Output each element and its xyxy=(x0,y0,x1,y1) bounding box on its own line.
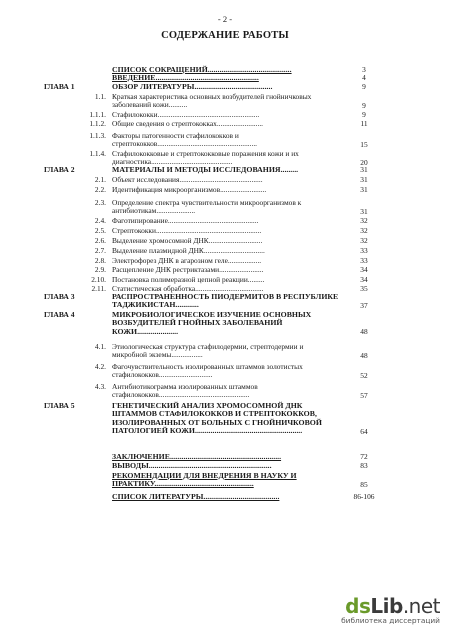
toc-entry-text: Выделение хромосомной ДНК............................. xyxy=(112,236,263,245)
toc-section-number: 2.2. xyxy=(94,185,106,194)
toc-section-number: 2.5. xyxy=(94,226,106,235)
toc-page-number: 32 xyxy=(360,236,368,245)
toc-section-number: 1.1.1. xyxy=(89,110,106,119)
toc-page-number: 20 xyxy=(360,157,368,167)
toc-entry-text: ВВЕДЕНИЕ..................................................... xyxy=(112,73,259,82)
toc-entry-text: Стрептококки......................................................... xyxy=(112,226,262,235)
toc-page-number: 31 xyxy=(360,175,368,184)
toc-page-number: 33 xyxy=(360,256,368,265)
toc-section-number: 1.1. xyxy=(94,92,106,101)
toc-chapter-label: ГЛАВА 3 xyxy=(44,292,75,301)
toc-entry-text: Стафилококки....................................................... xyxy=(112,110,260,119)
toc-page-number: 34 xyxy=(360,275,368,284)
toc-section-number: 1.1.2. xyxy=(89,119,106,128)
toc-entry-text: МАТЕРИАЛЫ И МЕТОДЫ ИССЛЕДОВАНИЯ......... xyxy=(112,165,299,174)
toc-entry-text: МИКРОБИОЛОГИЧЕСКОЕ ИЗУЧЕНИЕ ОСНОВНЫХ ВОЗБУДИТЕЛЕЙ ГНОЙНЫХ ЗАБОЛЕВАНИЙ КОЖИ..................... xyxy=(112,310,312,336)
toc-page-number: 34 xyxy=(360,265,368,274)
toc-page-number: 31 xyxy=(360,206,368,216)
toc-section-number: 4.2. xyxy=(94,362,106,371)
toc-section-number: 2.6. xyxy=(94,236,106,245)
toc-page-number: 32 xyxy=(360,216,368,225)
toc-section-number: 2.10. xyxy=(91,275,106,284)
toc-page-number: 64 xyxy=(360,426,368,436)
toc-entry-text: ЗАКЛЮЧЕНИЕ......................................................... xyxy=(112,452,282,461)
toc-entry-text: СПИСОК ЛИТЕРАТУРЫ....................................... xyxy=(112,492,280,501)
toc-entry-text: ВЫВОДЫ............................................................... xyxy=(112,461,272,470)
toc-chapter-label: ГЛАВА 1 xyxy=(44,82,75,91)
toc-chapter-label: ГЛАВА 4 xyxy=(44,310,75,319)
toc-entry-text: Расщепление ДНК рестриктазами........................ xyxy=(112,265,264,274)
toc-page-number: 35 xyxy=(360,284,368,293)
toc-section-number: 2.7. xyxy=(94,246,106,255)
toc-entry-text: Выделение плазмидной ДНК................................. xyxy=(112,246,265,255)
toc-page-number: 31 xyxy=(360,165,368,174)
toc-entry-text: Объект исследования............................................. xyxy=(112,175,263,184)
toc-entry-text: РАСПРОСТРАНЕННОСТЬ ПИОДЕРМИТОВ В РЕСПУБЛИКЕ ТАДЖИКИСТАН............ xyxy=(112,292,339,310)
toc-page-number: 31 xyxy=(360,185,368,194)
toc-page-number: 52 xyxy=(360,370,368,380)
toc-page-number: 9 xyxy=(362,82,366,91)
toc-page-number: 37 xyxy=(360,300,368,310)
toc-page-number: 86-106 xyxy=(353,492,375,501)
toc-page-number: 11 xyxy=(360,119,368,128)
toc-section-number: 2.8. xyxy=(94,256,106,265)
toc-entry-text: Фаготипирование................................................. xyxy=(112,216,259,225)
toc-page-number: 33 xyxy=(360,246,368,255)
toc-page-number: 48 xyxy=(360,350,368,360)
toc-page-number: 72 xyxy=(360,452,368,461)
toc-entry-text: Общие сведения о стрептококках......................... xyxy=(112,119,264,128)
toc-page-number: 4 xyxy=(362,73,366,82)
toc-section-number: 2.4. xyxy=(94,216,106,225)
toc-entry-text: РЕКОМЕНДАЦИИ ДЛЯ ВНЕДРЕНИЯ В НАУКУ И ПРАКТИКУ................................................... xyxy=(112,471,297,489)
toc-chapter-label: ГЛАВА 2 xyxy=(44,165,75,174)
page-title: СОДЕРЖАНИЕ РАБОТЫ xyxy=(161,30,289,41)
toc-entry-text: ГЕНЕТИЧЕСКИЙ АНАЛИЗ ХРОМОСОМНОЙ ДНК ШТАММОВ СТАФИЛОКОККОВ И СТРЕПТОКОККОВ, ИЗОЛИРОВАННЫХ ОТ БОЛЬНЫХ С ГНОЙНИЧКОВОЙ ПАТОЛОГИЕЙ КОЖИ....................................................... xyxy=(112,401,322,436)
toc-entry-text: Этиологическая структура стафилодермии, стрептодермии и микробной экземы................. xyxy=(112,342,304,360)
page-number: - 2 - xyxy=(217,14,233,24)
toc-entry-text: Постановка полимеразной цепной реакции......... xyxy=(112,275,265,284)
toc-chapter-label: ГЛАВА 5 xyxy=(44,401,75,410)
toc-entry-text: Стафилококковые и стрептококковые поражения кожи и их диагностика............................................ xyxy=(112,149,299,167)
dslib-logo[interactable] xyxy=(330,594,442,628)
toc-page-number: 57 xyxy=(360,390,368,400)
toc-entry-text: СПИСОК СОКРАЩЕНИЙ........................................... xyxy=(112,65,292,74)
toc-section-number: 4.3. xyxy=(94,382,106,391)
toc-entry-text: Факторы патогенности стафилококков и стрептококков...................................................... xyxy=(112,131,258,149)
toc-entry-text: Электрофорез ДНК в агарозном геле.................. xyxy=(112,256,262,265)
toc-entry-text: Идентификация микроорганизмов......................... xyxy=(112,185,267,194)
toc-section-number: 4.1. xyxy=(94,342,106,351)
toc-page-number: 48 xyxy=(360,326,368,336)
toc-page-number: 85 xyxy=(360,479,368,489)
toc-entry-text: Антибиотикограмма изолированных штаммов стафилококков................................................. xyxy=(112,382,258,400)
dslib-logo-subtitle: библиотека диссертаций xyxy=(341,616,440,625)
toc-entry-text: Фагочувствительность изолированных штаммов золотистых стафилококков............................. xyxy=(112,362,303,380)
toc-section-number: 2.1. xyxy=(94,175,106,184)
toc-section-number: 1.1.3. xyxy=(89,131,106,140)
toc-section-number: 1.1.4. xyxy=(89,149,106,158)
toc-page-number: 32 xyxy=(360,226,368,235)
toc-page-number: 3 xyxy=(362,65,366,74)
toc-section-number: 2.9. xyxy=(94,265,106,274)
toc-entry-text: Краткая характеристика основных возбудителей гнойничковых заболеваний кожи.......... xyxy=(112,92,312,110)
toc-page-number: 9 xyxy=(362,110,366,119)
toc-page-number: 9 xyxy=(362,100,366,110)
toc-entry-text: Определение спектра чувствительности микроорганизмов к антибиотикам..................... xyxy=(112,198,302,216)
toc-section-number: 2.3. xyxy=(94,198,106,207)
toc-entry-text: Статистическая обработка..................................... xyxy=(112,284,264,293)
toc-section-number: 2.11. xyxy=(91,284,106,293)
toc-page-number: 83 xyxy=(360,461,368,470)
toc-page-number: 15 xyxy=(360,139,368,149)
dslib-logo-text: dsLib.net xyxy=(345,594,440,618)
toc-entry-text: ОБЗОР ЛИТЕРАТУРЫ........................................ xyxy=(112,82,273,91)
